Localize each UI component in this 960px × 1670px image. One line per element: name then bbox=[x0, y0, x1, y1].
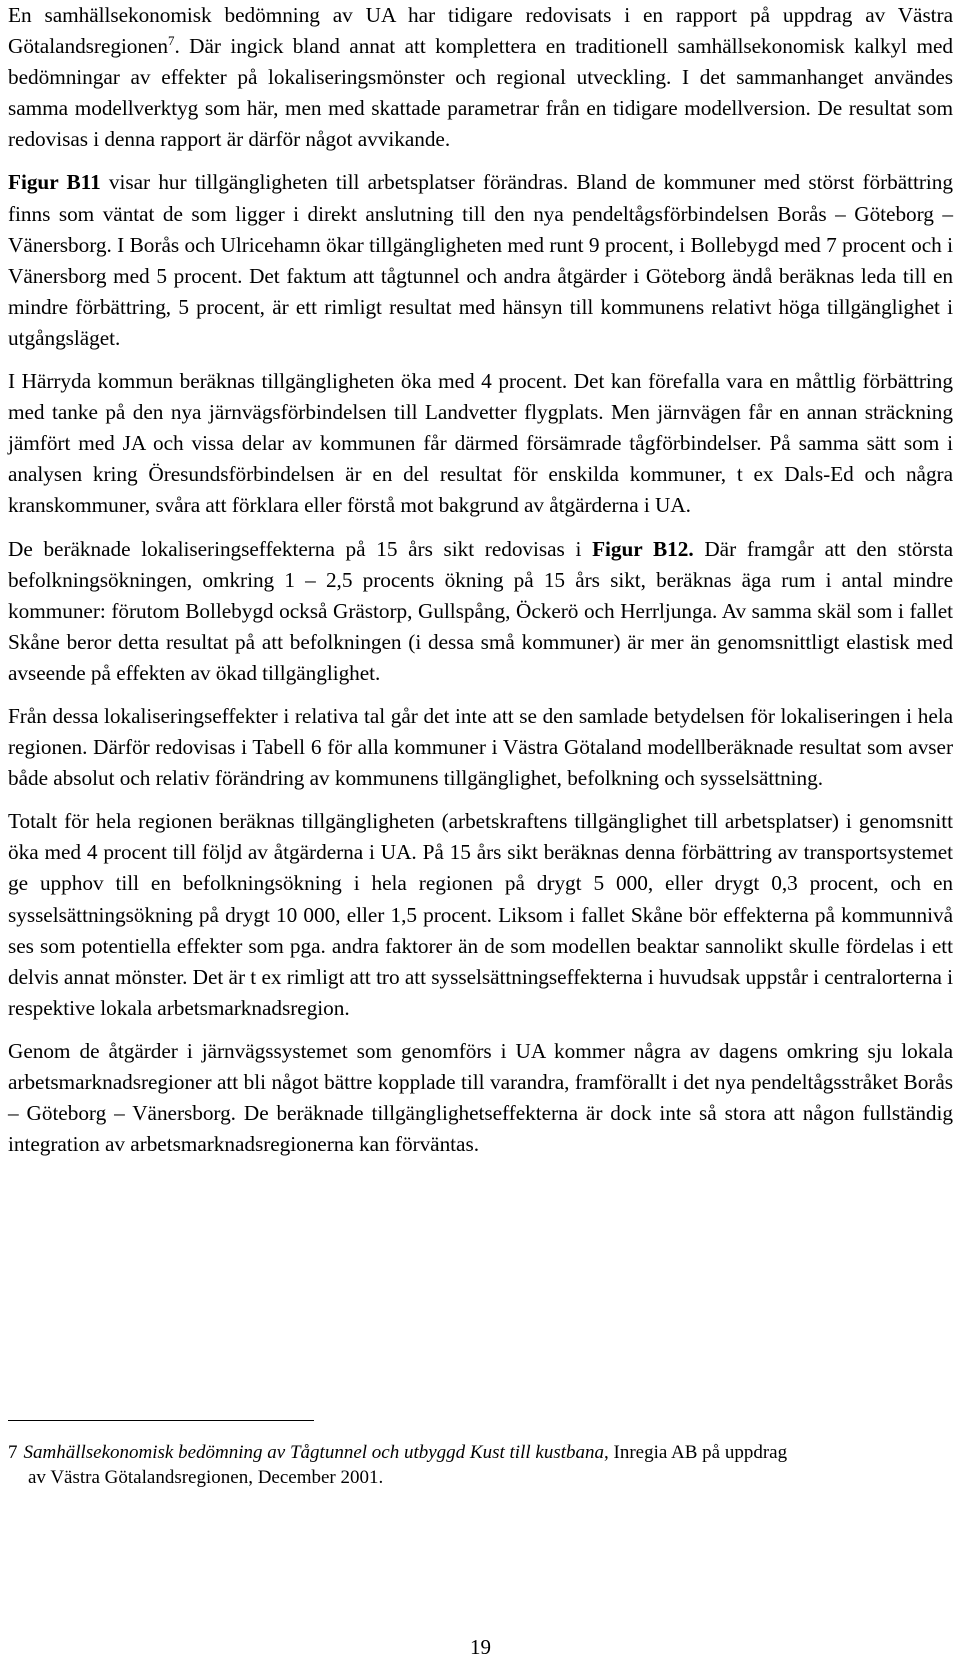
paragraph-1 bbox=[8, 0, 953, 155]
footnote-text-a: , Inregia AB på uppdrag bbox=[604, 1442, 788, 1463]
footnote-number: 7 bbox=[8, 1442, 18, 1463]
footnote bbox=[8, 1440, 953, 1490]
footnote-text-b: av Västra Götalandsregionen, December 2001. bbox=[28, 1467, 384, 1488]
paragraph-2 bbox=[8, 167, 953, 354]
body-text bbox=[8, 0, 953, 1160]
footnote-cited-title: Samhällsekonomisk bedömning av Tågtunnel och utbyggd Kust till kustbana bbox=[23, 1442, 605, 1463]
footnote-divider bbox=[8, 1420, 314, 1421]
paragraph-6: Totalt för hela regionen beräknas tillgängligheten (arbetskraftens tillgänglighet till arbetsplatser) i genomsnitt öka med 4 procent till följd av åtgärderna i UA. På 15 års sikt beräknas denna förbättring av transportsystemet ge upphov till en befolkningsökning i hela regionen på drygt 5 000, eller drygt 0,3 procent, och en sysselsättningsökning på drygt 10 000, eller 1,5 procent. Liksom i fallet Skåne bör effekterna på kommunnivå ses som potentiella effekter som pga. andra faktorer än de som modellen beaktar sannolikt skulle fördelas i ett delvis annat mönster. Det är t ex rimligt att tro att sysselsättningseffekterna i huvudsak uppstår i centralorterna i respektive lokala arbetsmarknadsregion. bbox=[8, 809, 953, 1020]
footnote-reference: 7 bbox=[168, 33, 175, 48]
paragraph-1-text-b: . Där ingick bland annat att komplettera en traditionell samhällsekonomisk kalkyl med bedömningar av effekter på lokaliseringsmönster och regional utveckling. I det sammanhanget användes samma modellverktyg som här, men med skattade parametrar från en tidigare modellversion. De resultat som redovisas i denna rapport är därför något avvikande. bbox=[8, 34, 953, 152]
paragraph-5: Från dessa lokaliseringseffekter i relativa tal går det inte att se den samlade betydelsen för lokaliseringen i hela regionen. Därför redovisas i Tabell 6 för alla kommuner i Västra Götaland modellberäknade resultat som avser både absolut och relativ förändring av kommunens tillgänglighet, befolkning och sysselsättning. bbox=[8, 703, 953, 791]
paragraph-7: Genom de åtgärder i järnvägssystemet som genomförs i UA kommer några av dagens omkring sju lokala arbetsmarknadsregioner att bli något bättre kopplade till varandra, framförallt i det nya pendeltågsstråket Borås – Göteborg – Vänersborg. De beräknade tillgänglighetseffekterna är dock inte så stora att någon fullständig integration av arbetsmarknadsregionerna kan förväntas. bbox=[8, 1038, 953, 1157]
figure-reference-b11: Figur B11 bbox=[8, 170, 101, 195]
paragraph-4 bbox=[8, 534, 953, 689]
paragraph-2-text: visar hur tillgängligheten till arbetsplatser förändras. Bland de kommuner med störst förbättring finns som väntat de som ligger i direkt anslutning till den nya pendeltågsförbindelsen Borås – Göteborg – Vänersborg. I Borås och Ulricehamn ökar tillgängligheten med runt 9 procent, i Bollebygd med 7 procent och i Vänersborg med 5 procent. Det faktum att tågtunnel och andra åtgärder i Göteborg ändå beräknas leda till en mindre förbättring, 5 procent, är ett rimligt resultat med hänsyn till kommunens relativt höga tillgänglighet i utgångsläget. bbox=[8, 170, 953, 350]
figure-reference-b12: Figur B12. bbox=[592, 536, 694, 561]
page-number: 19 bbox=[470, 1635, 491, 1659]
paragraph-3: I Härryda kommun beräknas tillgängligheten öka med 4 procent. Det kan förefalla vara en måttlig förbättring med tanke på den nya järnvägsförbindelsen till Landvetter flygplats. Men järnvägen får en annan sträckning jämfört med JA och vissa delar av kommunen får därmed försämrade tågförbindelser. På samma sätt som i analysen kring Öresundsförbindelsen är en del resultat för enskilda kommuner, t ex Dals-Ed och några kranskommuner, svåra att förklara eller förstå mot bakgrund av åtgärderna i UA. bbox=[8, 369, 953, 518]
paragraph-4-text-a: De beräknade lokaliseringseffekterna på 15 års sikt redovisas i bbox=[8, 536, 593, 561]
document-page bbox=[8, 0, 953, 1670]
paragraph-4-text-b: Där framgår att den största befolkningsökningen, omkring 1 – 2,5 procents ökning på 15 års sikt, beräknas äga rum i antal mindre kommuner: förutom Bollebygd också Grästorp, Gullspång, Öckerö och Herrljunga. Av samma skäl som i fallet Skåne beror detta resultat på att befolkningen (i dessa små kommuner) är mer än genomsnittligt elastisk med avseende på effekten av ökad tillgänglighet. bbox=[8, 536, 953, 685]
paragraph-1-text-a: En samhällsekonomisk bedömning av UA har tidigare redovisats i en rapport på uppdrag av Västra Götalandsregionen bbox=[8, 3, 953, 59]
